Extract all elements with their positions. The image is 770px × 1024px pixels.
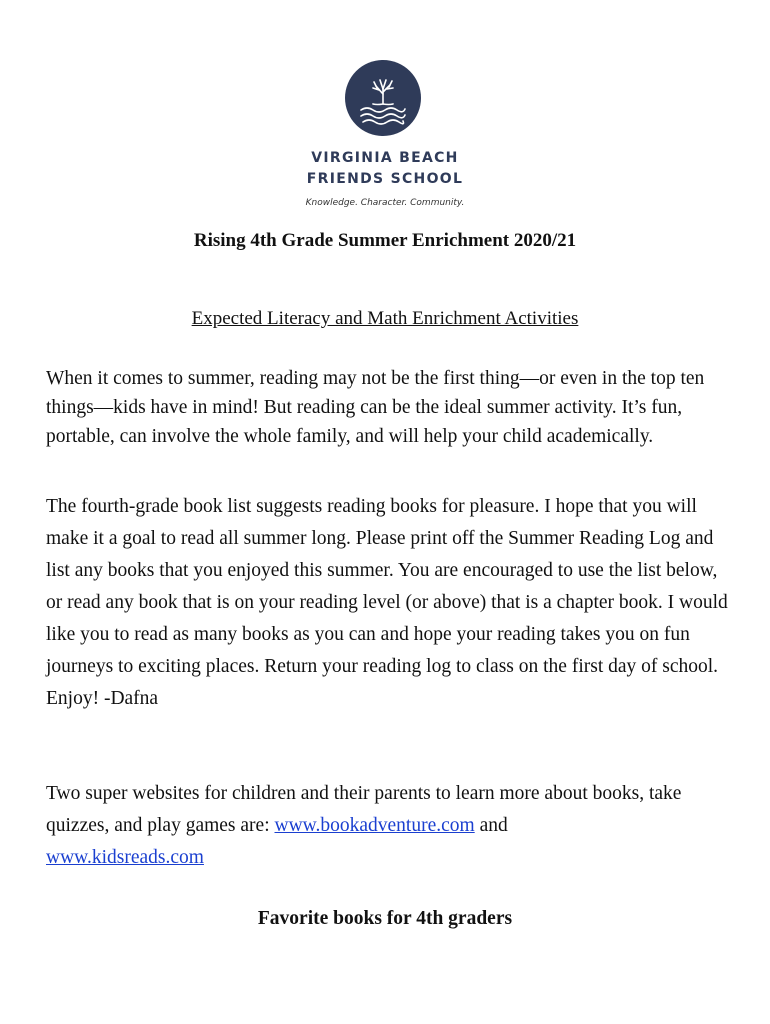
websites-paragraph xyxy=(46,778,736,874)
favorites-heading: Favorite books for 4th graders xyxy=(257,908,513,929)
kidsreads-link[interactable]: www.kidsreads.com xyxy=(46,847,204,868)
school-name-line1: VIRGINIA BEACH xyxy=(311,150,459,166)
school-tagline: Knowledge. Character. Community. xyxy=(305,198,465,208)
school-name-line2: FRIENDS SCHOOL xyxy=(306,171,464,187)
school-logo-icon xyxy=(343,58,423,138)
bookadventure-link[interactable]: www.bookadventure.com xyxy=(274,815,475,836)
and-text: and xyxy=(474,815,508,836)
page-subtitle: Expected Literacy and Math Enrichment Activities xyxy=(191,308,579,329)
intro-paragraph: When it comes to summer, reading may not be the first thing—or even in the top ten things—kids have in mind! But reading can be the ideal summer activity. It’s fun, portable, can involve the whole family, and will help your child academically. xyxy=(46,368,705,447)
page-title: Rising 4th Grade Summer Enrichment 2020/21 xyxy=(193,230,577,251)
book-list-paragraph: The fourth-grade book list suggests reading books for pleasure. I hope that you will make it a goal to read all summer long. Please print off the Summer Reading Log and list any books that you enjoyed this summer. You are encouraged to use the list below, or read any book that is on your reading level (or above) that is a chapter book. I would like you to read as many books as you can and hope your reading takes you on fun journeys to exciting places. Return your reading log to class on the first day of school. Enjoy! -Dafna xyxy=(46,496,728,709)
websites-intro-text: Two super websites for children and their parents to learn more about books, take quizzes, and play games are: xyxy=(46,783,682,836)
